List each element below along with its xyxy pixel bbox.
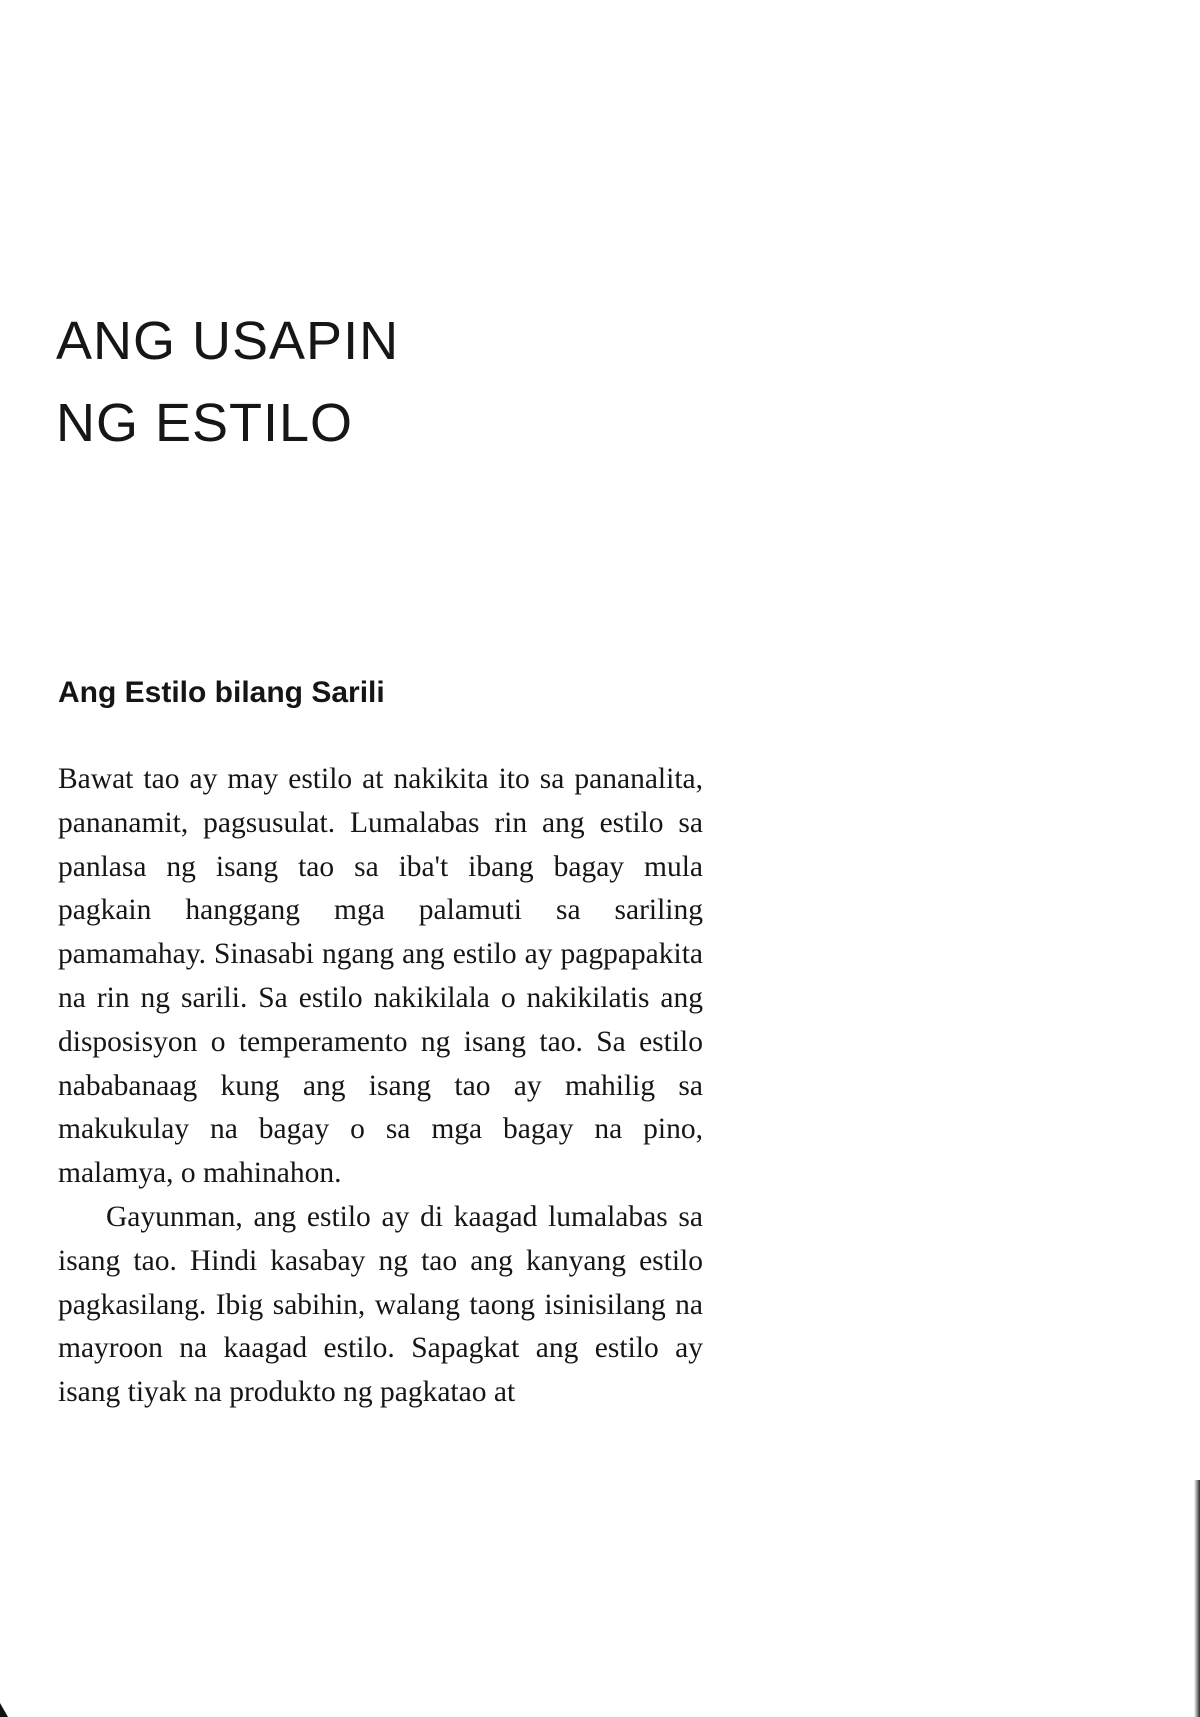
section-heading: Ang Estilo bilang Sarili xyxy=(58,676,385,709)
chapter-title-line-2: NG ESTILO xyxy=(56,393,354,453)
scan-corner-mark xyxy=(0,1703,8,1717)
paragraph-2: Gayunman, ang estilo ay di kaagad lumalabas sa isang tao. Hindi kasabay ng tao ang kanyang estilo pagkasilang. Ibig sabihin, walang taong isinisilang na mayroon na kaagad estilo. Sapagkat ang estilo ay isang tiyak na produkto ng pagkatao at xyxy=(58,1200,703,1409)
chapter-title-line-1: ANG USAPIN xyxy=(56,311,400,371)
page-edge-shadow xyxy=(1194,1480,1200,1717)
paragraph-1: Bawat tao ay may estilo at nakikita ito sa pananalita, pananamit, pagsusulat. Lumalabas rin ang estilo sa panlasa ng isang tao sa iba't ibang bagay mula pagkain hanggang mga palamuti sa sariling pamamahay. Sinasabi ngang ang estilo ay pagpapakita na rin ng sarili. Sa estilo nakikilala o nakikilatis ang disposisyon o temperamento ng isang tao. Sa estilo nababanaag kung ang isang tao ay mahilig sa makukulay na bagay o sa mga bagay na pino, malamya, o mahinahon. xyxy=(58,763,703,1190)
body-text xyxy=(58,758,703,1415)
chapter-title xyxy=(56,300,399,464)
